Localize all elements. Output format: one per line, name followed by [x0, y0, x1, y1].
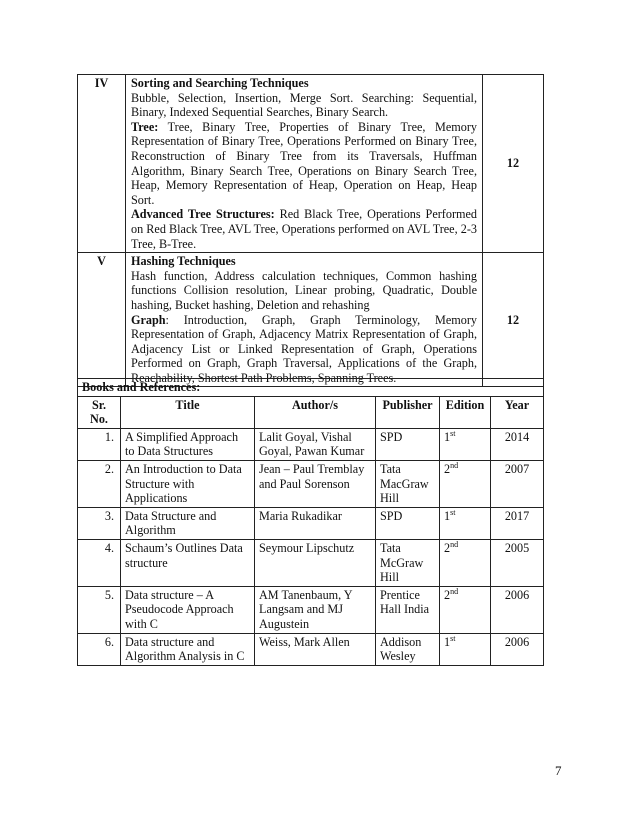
book-publisher: Tata MacGraw Hill [376, 460, 440, 507]
header-publisher: Publisher [376, 396, 440, 428]
unit-paragraph: Hash function, Address calculation techniques, Common hashing functions Collision resolution, Linear probing, Quadratic, Double hashing, Bucket hashing, Deletion and rehashing [131, 268, 477, 312]
book-row [78, 633, 544, 665]
books-header-row [78, 396, 544, 428]
book-title: Data Structure and Algorithm [121, 507, 255, 539]
unit-heading: Hashing Techniques [131, 254, 236, 269]
book-row [78, 539, 544, 586]
book-title: An Introduction to Data Structure with Applications [121, 460, 255, 507]
book-year: 2005 [491, 539, 544, 586]
book-sr: 2. [78, 460, 121, 507]
topic-label: Tree: [131, 119, 159, 134]
book-sr: 4. [78, 539, 121, 586]
unit-paragraph: Bubble, Selection, Insertion, Merge Sort. Searching: Sequential, Binary, Indexed Sequential Searches, Binary Search. [131, 90, 477, 120]
book-year: 2017 [491, 507, 544, 539]
book-edition: 1st [440, 507, 491, 539]
syllabus-units-table [77, 74, 544, 387]
book-title: Schaum’s Outlines Data structure [121, 539, 255, 586]
book-authors: Maria Rukadikar [255, 507, 376, 539]
book-row [78, 586, 544, 633]
book-row [78, 507, 544, 539]
book-sr: 3. [78, 507, 121, 539]
unit-number: V [78, 253, 126, 387]
unit-paragraph: Graph: Introduction, Graph, Graph Terminology, Memory Representation of Graph, Adjacency Matrix Representation of Graph, Adjacency List or Linked Representation of Graph, Operations Performed on Graph, Graph Traversal, Applications of the Graph, Reachability, Shortest Path Problems, Spanning Trees. [131, 312, 477, 385]
book-year: 2014 [491, 428, 544, 460]
unit-content [126, 75, 483, 253]
header-title: Title [121, 396, 255, 428]
unit-row-iv [78, 75, 544, 253]
book-publisher: SPD [376, 428, 440, 460]
book-sr: 6. [78, 633, 121, 665]
unit-marks: 12 [483, 253, 544, 387]
unit-marks: 12 [483, 75, 544, 253]
book-title: Data structure – A Pseudocode Approach with C [121, 586, 255, 633]
book-year: 2006 [491, 586, 544, 633]
header-year: Year [491, 396, 544, 428]
book-sr: 5. [78, 586, 121, 633]
unit-heading: Sorting and Searching Techniques [131, 76, 309, 90]
book-authors: Jean – Paul Tremblay and Paul Sorenson [255, 460, 376, 507]
book-row [78, 460, 544, 507]
book-authors: Seymour Lipschutz [255, 539, 376, 586]
book-edition: 1st [440, 633, 491, 665]
book-publisher: Prentice Hall India [376, 586, 440, 633]
books-references-table [77, 378, 544, 666]
book-authors: AM Tanenbaum, Y Langsam and MJ Augustein [255, 586, 376, 633]
book-publisher: SPD [376, 507, 440, 539]
book-edition: 2nd [440, 539, 491, 586]
book-title: A Simplified Approach to Data Structures [121, 428, 255, 460]
header-authors: Author/s [255, 396, 376, 428]
book-authors: Weiss, Mark Allen [255, 633, 376, 665]
unit-number: IV [78, 75, 126, 253]
book-publisher: Addison Wesley [376, 633, 440, 665]
book-edition: 1st [440, 428, 491, 460]
topic-label: Advanced Tree Structures: [131, 207, 275, 222]
header-edition: Edition [440, 396, 491, 428]
unit-paragraph: Advanced Tree Structures: Red Black Tree, Operations Performed on Red Black Tree, AVL Tree, Operations performed on AVL Tree, 2-3 Tree, B-Tree. [131, 207, 477, 251]
unit-row-v [78, 253, 544, 387]
book-title: Data structure and Algorithm Analysis in C [121, 633, 255, 665]
book-year: 2006 [491, 633, 544, 665]
unit-paragraph: Tree: Tree, Binary Tree, Properties of Binary Tree, Memory Representation of Binary Tree, Operations Performed on Binary Tree, Reconstruction of Binary Tree from its Traversals, Huffman Algorithm, Binary Search Tree, Operations on Binary Search Tree, Heap, Memory Representation of Heap, Operation on Heap, Heap Sort. [131, 119, 477, 207]
page-number: 7 [555, 763, 562, 778]
book-edition: 2nd [440, 460, 491, 507]
topic-label: Graph [131, 312, 166, 327]
book-row [78, 428, 544, 460]
book-sr: 1. [78, 428, 121, 460]
header-sr: Sr. No. [78, 396, 121, 428]
book-year: 2007 [491, 460, 544, 507]
book-authors: Lalit Goyal, Vishal Goyal, Pawan Kumar [255, 428, 376, 460]
book-edition: 2nd [440, 586, 491, 633]
unit-content [126, 253, 483, 387]
books-caption: Books and References: [78, 379, 544, 397]
book-publisher: Tata McGraw Hill [376, 539, 440, 586]
